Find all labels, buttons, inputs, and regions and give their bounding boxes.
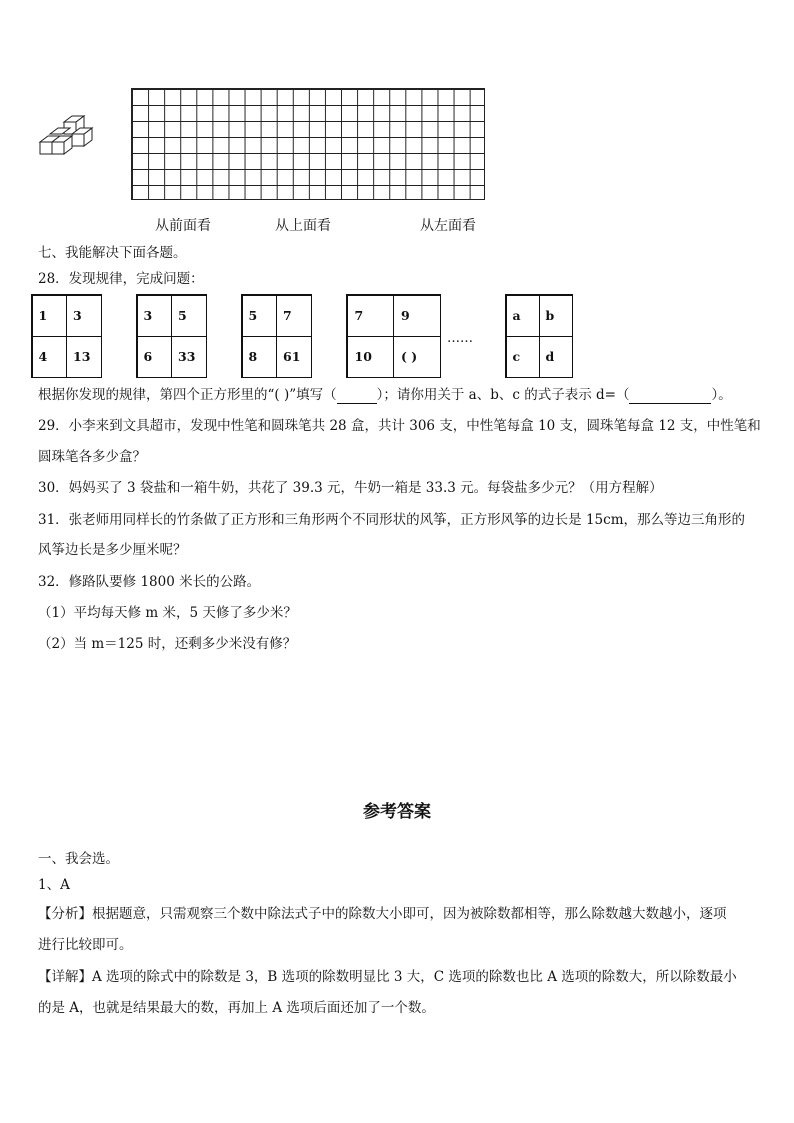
analysis-line1: 【分析】根据题意，只需观察三个数中除法式子中的除数大小即可，因为被除数都相等，那么除数越大数越小，逐项 xyxy=(38,906,727,922)
square-cell: 6 xyxy=(137,336,173,378)
square-cell: b xyxy=(539,295,573,337)
square-cell-blank: ( ) xyxy=(393,336,441,378)
detail-line1: 【详解】A 选项的除式中的除数是 3，B 选项的除数明显比 3 大，C 选项的除数也比 A 选项的除数大，所以除数最小 xyxy=(38,969,737,985)
answer-blank-2[interactable] xyxy=(629,387,711,404)
section-heading: 七、我能解决下面各题。 xyxy=(38,245,187,261)
square-cell: d xyxy=(539,336,573,378)
square-cell: 5 xyxy=(171,295,207,337)
pattern-square-3 xyxy=(241,294,312,378)
square-cell: 1 xyxy=(32,295,68,337)
question-31-line2: 风筝边长是多少厘米呢？ xyxy=(38,542,187,558)
answers-title: 参考答案 xyxy=(363,802,431,822)
square-cell: a xyxy=(506,295,540,337)
view-label-front: 从前面看 xyxy=(155,218,211,234)
question-28: 28．发现规律，完成问题： xyxy=(38,271,204,287)
pattern-square-4 xyxy=(346,294,441,378)
square-cell: 7 xyxy=(347,295,395,337)
q28-text-part3: ）。 xyxy=(711,387,732,403)
question-28-fill xyxy=(38,387,732,404)
q28-text-part1: 根据你发现的规律，第四个正方形里的“( )”填写（ xyxy=(38,387,337,403)
analysis-line2: 进行比较即可。 xyxy=(38,937,133,953)
answer-blank-1[interactable] xyxy=(337,387,377,404)
question-32: 32．修路队要修 1800 米长的公路。 xyxy=(38,574,261,590)
square-cell: 61 xyxy=(276,336,312,378)
detail-line2: 的是 A，也就是结果最大的数，再加上 A 选项后面还加了一个数。 xyxy=(38,1000,435,1016)
pattern-square-2 xyxy=(136,294,207,378)
square-cell: 3 xyxy=(137,295,173,337)
pattern-square-1 xyxy=(31,294,102,378)
q28-text-part2: ）；请你用关于 a、b、c 的式子表示 d=（ xyxy=(376,387,630,403)
view-label-top: 从上面看 xyxy=(275,218,331,234)
ellipsis: …… xyxy=(447,331,473,346)
square-cell: 3 xyxy=(66,295,102,337)
question-32-part2: （2）当 m＝125 时，还剩多少米没有修？ xyxy=(38,636,297,652)
answer-item-1: 1、A xyxy=(38,877,70,893)
question-32-part1: （1）平均每天修 m 米，5 天修了多少米？ xyxy=(38,605,297,621)
view-label-left: 从左面看 xyxy=(420,218,476,234)
drawing-grid xyxy=(131,88,485,200)
pattern-square-general xyxy=(505,294,573,378)
square-cell: c xyxy=(506,336,540,378)
square-cell: 13 xyxy=(66,336,102,378)
question-29-line1: 29．小李来到文具超市，发现中性笔和圆珠笔共 28 盒，共计 306 支，中性笔每盒 10 支，圆珠笔每盒 12 支，中性笔和 xyxy=(38,418,761,434)
square-cell: 5 xyxy=(242,295,278,337)
square-cell: 4 xyxy=(32,336,68,378)
square-cell: 10 xyxy=(347,336,395,378)
question-29-line2: 圆珠笔各多少盒？ xyxy=(38,449,146,465)
square-cell: 8 xyxy=(242,336,278,378)
answers-section-1: 一、我会选。 xyxy=(38,851,119,867)
square-cell: 7 xyxy=(276,295,312,337)
question-31-line1: 31．张老师用同样长的竹条做了正方形和三角形两个不同形状的风筝，正方形风筝的边长是 15cm，那么等边三角形的 xyxy=(38,512,746,528)
square-cell: 33 xyxy=(171,336,207,378)
cube-stack-figure xyxy=(38,112,102,160)
question-30: 30．妈妈买了 3 袋盐和一箱牛奶，共花了 39.3 元，牛奶一箱是 33.3 元。每袋盐多少元？（用方程解） xyxy=(38,480,663,496)
square-cell: 9 xyxy=(393,295,441,337)
